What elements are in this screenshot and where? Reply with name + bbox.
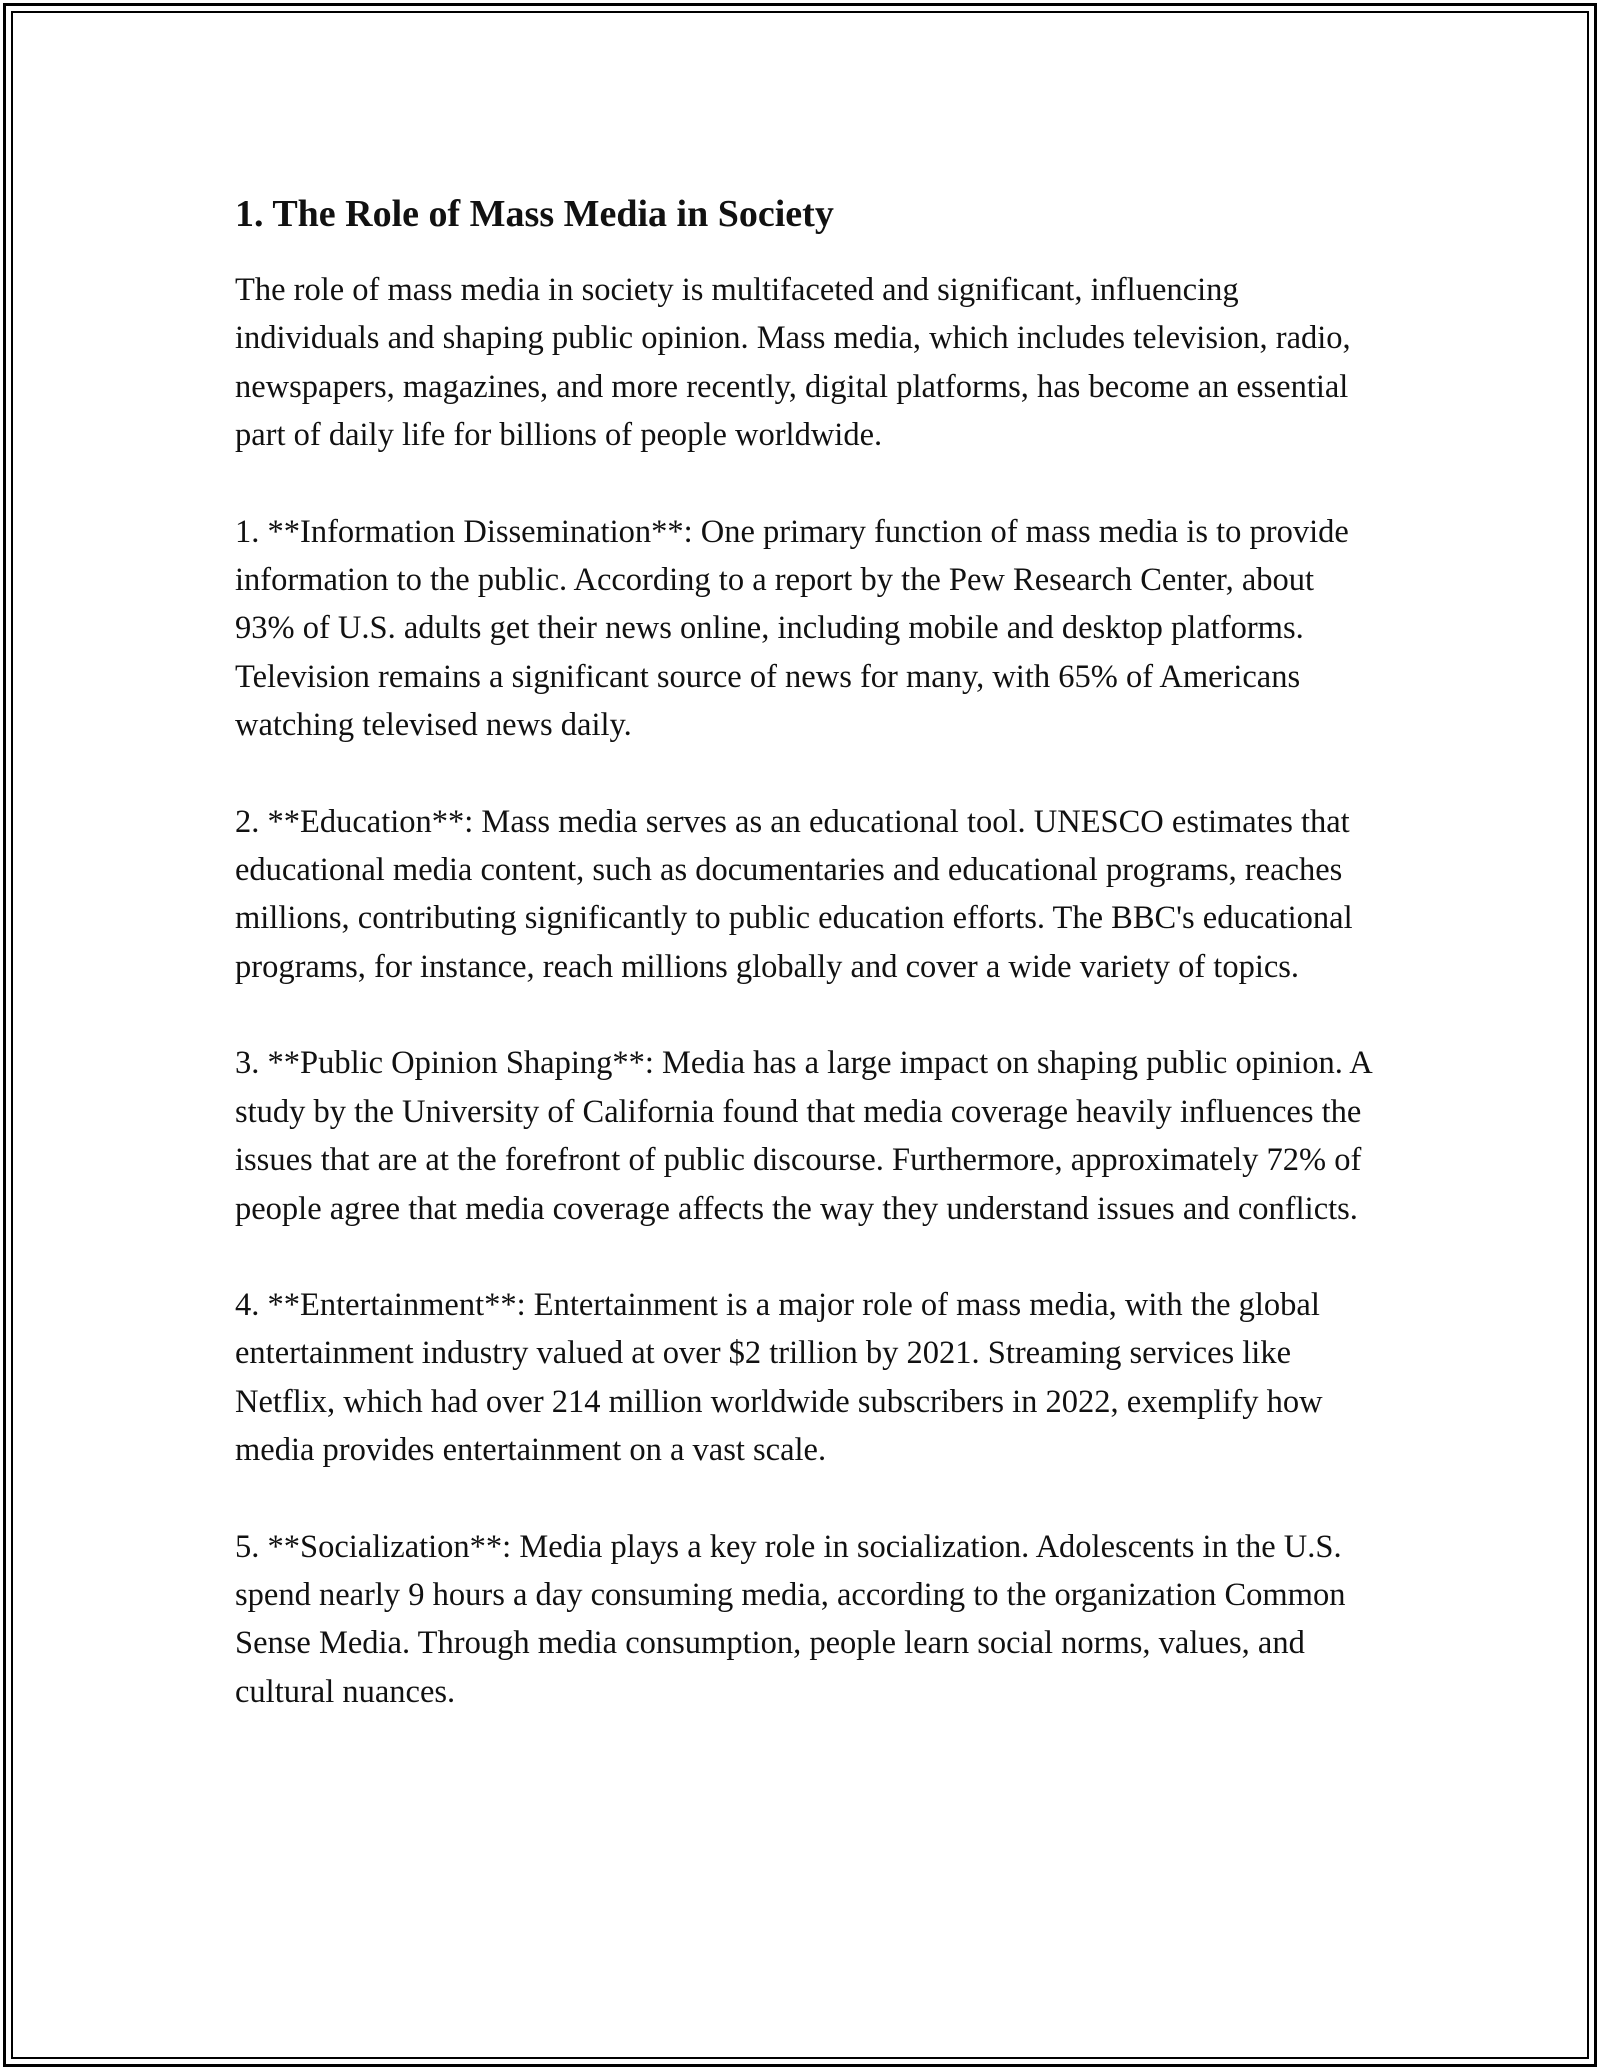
paragraph-information-dissemination: 1. **Information Dissemination**: One primary function of mass media is to provide information to the public. According to a report by the Pew Research Center, about 93% of U.S. adults get their news online, including mobile and desktop platforms. Television remains a significant source of news for many, with 65% of Americans watching televised news daily.: [235, 513, 1349, 744]
document-body: [235, 184, 1375, 1764]
paragraph-entertainment: 4. **Entertainment**: Entertainment is a major role of mass media, with the global entertainment industry valued at over $2 trillion by 2021. Streaming services like Netflix, which had over 214 million worldwide subscribers in 2022, exemplify how media provides entertainment on a vast scale.: [235, 1286, 1323, 1469]
paragraph-socialization: 5. **Socialization**: Media plays a key role in socialization. Adolescents in the U.S. spend nearly 9 hours a day consuming media, according to the organization Common Sense Media. Through media consumption, people learn social norms, values, and cultural nuances.: [235, 1528, 1346, 1710]
paragraph-public-opinion-shaping: 3. **Public Opinion Shaping**: Media has a large impact on shaping public opinion. A study by the University of California found that media coverage heavily influences the issues that are at the forefront of public discourse. Furthermore, approximately 72% of people agree that media coverage affects the way they understand issues and conflicts.: [235, 1045, 1371, 1227]
intro-paragraph: The role of mass media in society is multifaceted and significant, influencing individuals and shaping public opinion. Mass media, which includes television, radio, newspapers, magazines, and more recently, digital platforms, has become an essential part of daily life for billions of people worldwide.: [235, 272, 1351, 454]
paragraph-education: 2. **Education**: Mass media serves as an educational tool. UNESCO estimates that educational media content, such as documentaries and educational programs, reaches millions, contributing significantly to public education efforts. The BBC's educational programs, for instance, reach millions globally and cover a wide variety of topics.: [235, 803, 1353, 985]
section-heading: 1. The Role of Mass Media in Society: [235, 193, 834, 235]
